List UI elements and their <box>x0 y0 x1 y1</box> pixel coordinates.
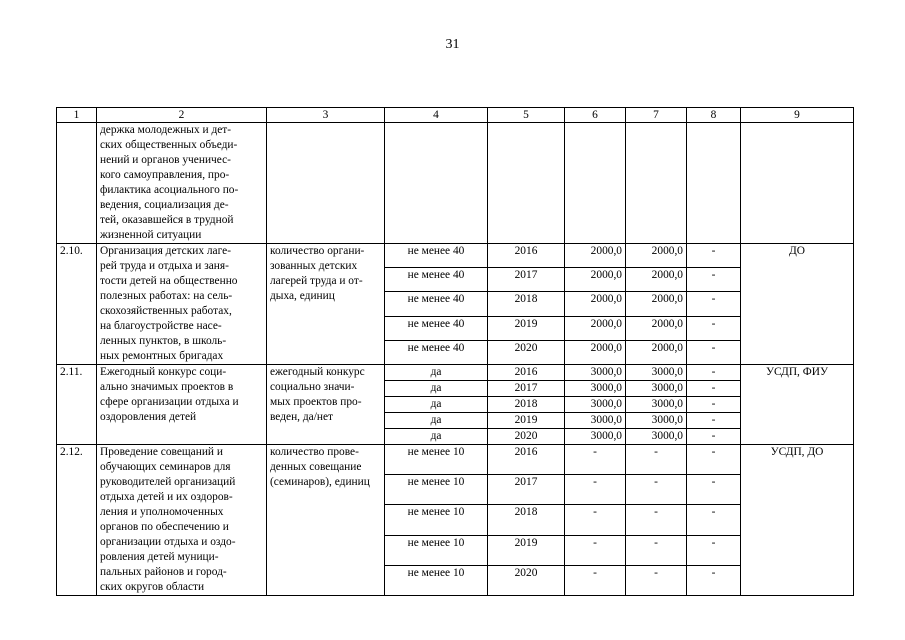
other-funding-value: - <box>687 445 741 475</box>
row-number-cell <box>57 123 97 244</box>
funding-value: 2000,0 <box>565 340 626 364</box>
row-number-cell <box>57 445 97 596</box>
year-value: 2020 <box>488 565 565 595</box>
value-cell <box>385 123 488 244</box>
other-funding-value: - <box>687 565 741 595</box>
column-number: 1 <box>57 108 97 123</box>
year-value: 2018 <box>488 505 565 535</box>
indicator-value: да <box>385 413 488 429</box>
funding-value: 3000,0 <box>565 429 626 445</box>
funding-value: - <box>565 445 626 475</box>
funding-value: 3000,0 <box>626 413 687 429</box>
year-value: 2018 <box>488 397 565 413</box>
indicator-name: количество прове- денных совещание (семинаров), единиц <box>270 446 370 488</box>
funding-value: 2000,0 <box>565 244 626 268</box>
funding-value: 3000,0 <box>626 429 687 445</box>
other-cell <box>687 123 741 244</box>
activity-name: Проведение совещаний и обучающих семинаров для руководителей организаций отдыха детей и их оздоров- ления и уполномоченных органов по обеспечению и организации отдыха и оздо- ровления детей муници- пальных районов и город- ских округов области <box>100 446 236 593</box>
indicator-value: не менее 10 <box>385 475 488 505</box>
other-funding-value: - <box>687 475 741 505</box>
funding-value: 2000,0 <box>626 268 687 292</box>
other-funding-value: - <box>687 292 741 316</box>
funding-value: - <box>565 505 626 535</box>
program-table <box>56 107 854 596</box>
activity-name-cell <box>97 365 267 445</box>
funding-cell <box>565 123 626 244</box>
funding-value: 3000,0 <box>565 365 626 381</box>
executor-cell <box>741 445 854 596</box>
funding-value: 2000,0 <box>626 340 687 364</box>
indicator-name: ежегодный конкурс социально значи- мых проектов про- веден, да/нет <box>270 366 365 423</box>
row-number: 2.10. <box>60 245 83 257</box>
activity-name-cell <box>97 445 267 596</box>
funding-cell <box>626 123 687 244</box>
funding-value: - <box>626 535 687 565</box>
other-funding-value: - <box>687 381 741 397</box>
column-number: 9 <box>741 108 854 123</box>
column-number-row <box>57 108 854 123</box>
year-value: 2020 <box>488 429 565 445</box>
funding-value: 3000,0 <box>626 365 687 381</box>
funding-value: - <box>565 475 626 505</box>
executor-cell <box>741 123 854 244</box>
executor-cell <box>741 365 854 445</box>
executor-name: УСДП, ДО <box>770 446 824 458</box>
indicator-cell <box>267 365 385 445</box>
continuation-row <box>57 123 854 244</box>
column-number: 2 <box>97 108 267 123</box>
funding-value: 3000,0 <box>626 397 687 413</box>
indicator-value: не менее 10 <box>385 535 488 565</box>
year-value: 2017 <box>488 475 565 505</box>
table-row <box>57 244 854 268</box>
year-cell <box>488 123 565 244</box>
table-row <box>57 445 854 475</box>
year-value: 2018 <box>488 292 565 316</box>
column-number: 5 <box>488 108 565 123</box>
indicator-value: да <box>385 365 488 381</box>
year-value: 2019 <box>488 535 565 565</box>
row-number-cell <box>57 365 97 445</box>
activity-name: держка молодежных и дет- ских общественных объеди- нений и органов ученичес- кого самоуправления, про- филактика асоциального по- ведения, социализация де- тей, оказавшейся в трудной жизненной ситуации <box>100 124 239 241</box>
indicator-value: не менее 40 <box>385 316 488 340</box>
indicator-value: да <box>385 429 488 445</box>
page-number: 31 <box>445 37 460 52</box>
funding-value: - <box>626 565 687 595</box>
indicator-cell <box>267 244 385 365</box>
funding-value: 3000,0 <box>565 413 626 429</box>
year-value: 2016 <box>488 244 565 268</box>
indicator-value: не менее 10 <box>385 445 488 475</box>
table-row <box>57 365 854 381</box>
indicator-value: не менее 40 <box>385 268 488 292</box>
year-value: 2020 <box>488 340 565 364</box>
other-funding-value: - <box>687 413 741 429</box>
other-funding-value: - <box>687 505 741 535</box>
row-number: 2.12. <box>60 446 83 458</box>
year-value: 2017 <box>488 381 565 397</box>
funding-value: - <box>626 445 687 475</box>
indicator-value: да <box>385 397 488 413</box>
indicator-value: не менее 40 <box>385 244 488 268</box>
other-funding-value: - <box>687 397 741 413</box>
column-number: 4 <box>385 108 488 123</box>
funding-value: 2000,0 <box>626 292 687 316</box>
other-funding-value: - <box>687 429 741 445</box>
funding-value: 2000,0 <box>565 268 626 292</box>
column-number: 3 <box>267 108 385 123</box>
funding-value: 3000,0 <box>565 381 626 397</box>
other-funding-value: - <box>687 244 741 268</box>
year-value: 2016 <box>488 365 565 381</box>
funding-value: 3000,0 <box>565 397 626 413</box>
funding-value: 2000,0 <box>626 316 687 340</box>
activity-name-cell <box>97 123 267 244</box>
other-funding-value: - <box>687 365 741 381</box>
funding-value: 2000,0 <box>626 244 687 268</box>
funding-value: 2000,0 <box>565 292 626 316</box>
column-number: 8 <box>687 108 741 123</box>
other-funding-value: - <box>687 340 741 364</box>
column-number: 6 <box>565 108 626 123</box>
funding-value: 3000,0 <box>626 381 687 397</box>
activity-name: Организация детских лаге- рей труда и отдыха и заня- тости детей на общественно полезных работах: на сель- скохозяйственных работах, на благоустройстве насе- ленных пунктов, в школь- ных ремонтных бригадах <box>100 245 238 362</box>
funding-value: - <box>626 505 687 535</box>
activity-name: Ежегодный конкурс соци- ально значимых проектов в сфере организации отдыха и оздоровления детей <box>100 366 239 423</box>
indicator-cell <box>267 445 385 596</box>
year-value: 2016 <box>488 445 565 475</box>
other-funding-value: - <box>687 316 741 340</box>
indicator-value: не менее 10 <box>385 565 488 595</box>
executor-cell <box>741 244 854 365</box>
indicator-name: количество органи- зованных детских лагерей труда и от- дыха, единиц <box>270 245 365 302</box>
other-funding-value: - <box>687 535 741 565</box>
executor-name: УСДП, ФИУ <box>765 366 829 378</box>
indicator-cell <box>267 123 385 244</box>
year-value: 2019 <box>488 316 565 340</box>
funding-value: - <box>565 565 626 595</box>
indicator-value: не менее 40 <box>385 292 488 316</box>
row-number: 2.11. <box>60 366 83 378</box>
column-number: 7 <box>626 108 687 123</box>
year-value: 2019 <box>488 413 565 429</box>
funding-value: - <box>565 535 626 565</box>
indicator-value: да <box>385 381 488 397</box>
funding-value: 2000,0 <box>565 316 626 340</box>
other-funding-value: - <box>687 268 741 292</box>
executor-name: ДО <box>789 245 805 257</box>
indicator-value: не менее 10 <box>385 505 488 535</box>
indicator-value: не менее 40 <box>385 340 488 364</box>
year-value: 2017 <box>488 268 565 292</box>
row-number-cell <box>57 244 97 365</box>
funding-value: - <box>626 475 687 505</box>
activity-name-cell <box>97 244 267 365</box>
